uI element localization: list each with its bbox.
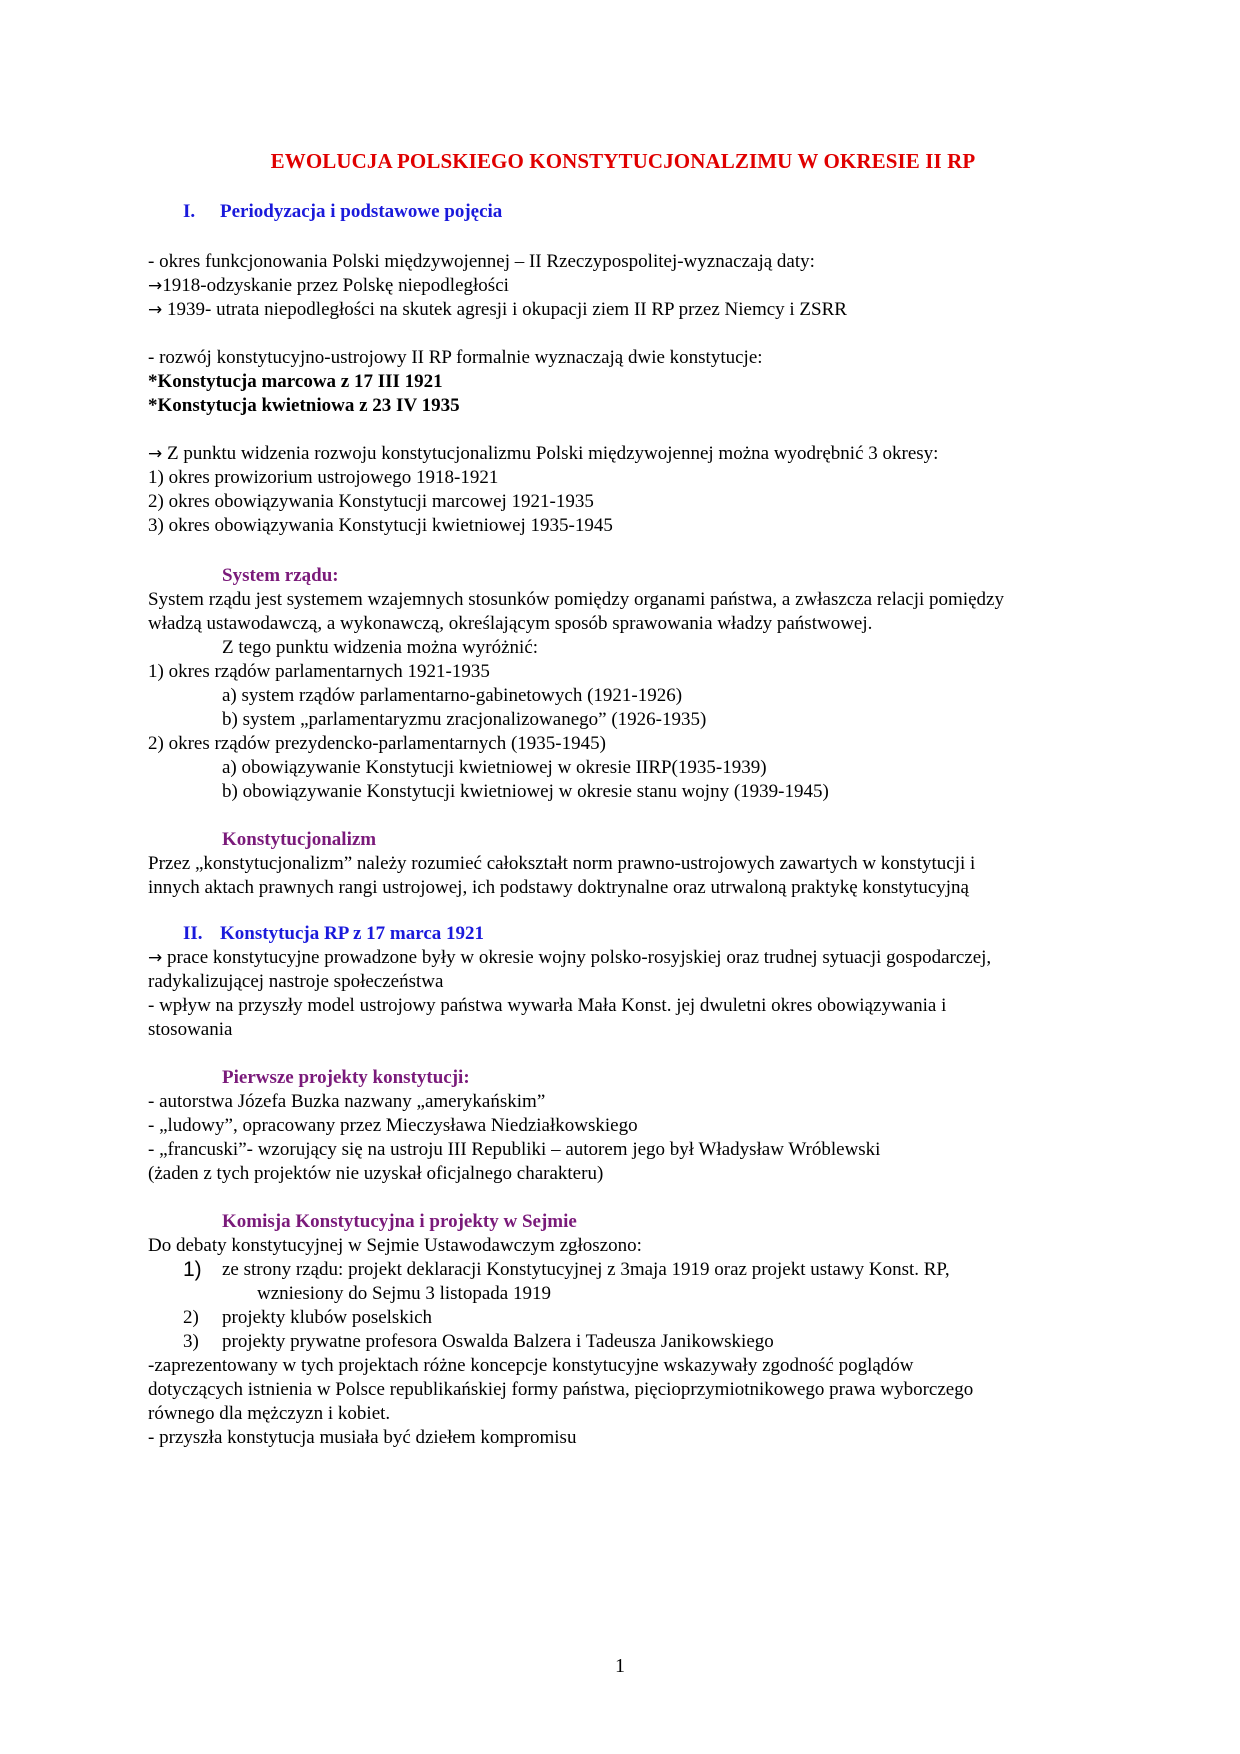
text-line: Do debaty konstytucyjnej w Sejmie Ustawodawczym zgłoszono: [148,1235,642,1256]
text-line: - przyszła konstytucja musiała być dziełem kompromisu [148,1427,577,1448]
text-line: → Z punktu widzenia rozwoju konstytucjonalizmu Polski międzywojennej można wyodrębnić 3 okresy: [148,443,939,464]
text-line: 3) okres obowiązywania Konstytucji kwietniowej 1935-1945 [148,515,613,536]
subheading-system-rzadu: System rządu: [222,565,339,586]
text-line: równego dla mężczyzn i kobiet. [148,1403,391,1424]
list-item-text: projekty prywatne profesora Oswalda Balzera i Tadeusza Janikowskiego [222,1331,774,1352]
text-line: 2) okres obowiązywania Konstytucji marcowej 1921-1935 [148,491,594,512]
arrow-right-icon: → [148,276,163,296]
text-line: - wpływ na przyszły model ustrojowy państwa wywarła Mała Konst. jej dwuletni okres obowiązywania i [148,995,947,1016]
section-1-number: I. [183,201,196,222]
text-line: System rządu jest systemem wzajemnych stosunków pomiędzy organami państwa, a zwłaszcza relacji pomiędzy [148,589,1004,610]
subheading-konstytucjonalizm: Konstytucjonalizm [222,829,377,850]
section-2-title: Konstytucja RP z 17 marca 1921 [220,923,485,944]
document-title: EWOLUCJA POLSKIEGO KONSTYTUCJONALZIMU W OKRESIE II RP [270,149,976,173]
list-item-number: 1) [183,1258,202,1281]
text-line: dotyczących istnienia w Polsce republikańskiej formy państwa, pięcioprzymiotnikowego prawa wyborczego [148,1379,974,1400]
text-line: Z tego punktu widzenia można wyróżnić: [222,637,539,658]
arrow-right-icon: → [148,948,163,968]
text-line: - autorstwa Józefa Buzka nazwany „amerykańskim” [148,1091,546,1112]
text-line: władzą ustawodawczą, a wykonawczą, określającym sposób sprawowania władzy państwowej. [148,613,873,634]
text-line: stosowania [148,1019,233,1040]
section-2-number: II. [183,923,203,944]
list-item [183,1258,1098,1282]
numbered-list [148,1258,1098,1354]
list-item-number: 3) [183,1331,199,1352]
text-line: 1) okres rządów parlamentarnych 1921-1935 [148,661,490,682]
list-item-number: 2) [183,1307,199,1328]
text-line: *Konstytucja kwietniowa z 23 IV 1935 [148,395,460,416]
arrow-right-icon: → [148,300,163,320]
text-line: →1918-odzyskanie przez Polskę niepodległości [148,275,509,296]
text-line: (żaden z tych projektów nie uzyskał oficjalnego charakteru) [148,1163,604,1184]
text-line: 1) okres prowizorium ustrojowego 1918-1921 [148,467,499,488]
text-line: b) obowiązywanie Konstytucji kwietniowej w okresie stanu wojny (1939-1945) [222,781,829,802]
list-item [183,1330,1098,1354]
text-line: - okres funkcjonowania Polski międzywojennej – II Rzeczypospolitej-wyznaczają daty: [148,251,815,272]
text-line: radykalizującej nastroje społeczeństwa [148,971,444,992]
text-line: → prace konstytucyjne prowadzone były w okresie wojny polsko-rosyjskiej oraz trudnej sytuacji gospodarczej, [148,947,992,968]
text-line: *Konstytucja marcowa z 17 III 1921 [148,371,443,392]
page-number: 1 [615,1655,625,1677]
text-line: innych aktach prawnych rangi ustrojowej, ich podstawy doktrynalne oraz utrwaloną praktykę konstytucyjną [148,877,969,898]
arrow-right-icon: → [148,444,163,464]
section-1-heading [148,200,1098,224]
list-item-text: ze strony rządu: projekt deklaracji Konstytucyjnej z 3maja 1919 oraz projekt ustawy Konst. RP, [222,1259,950,1280]
text-line: a) system rządów parlamentarno-gabinetowych (1921-1926) [222,685,683,706]
list-item [183,1306,1098,1330]
subheading-pierwsze-projekty: Pierwsze projekty konstytucji: [222,1067,470,1088]
section-2-heading [148,922,1098,946]
section-1-title: Periodyzacja i podstawowe pojęcia [220,201,503,222]
text-line: b) system „parlamentaryzmu zracjonalizowanego” (1926-1935) [222,709,707,730]
text-line: -zaprezentowany w tych projektach różne koncepcje konstytucyjne wskazywały zgodność poglądów [148,1355,914,1376]
list-item-text: projekty klubów poselskich [222,1307,433,1328]
text-line: 2) okres rządów prezydencko-parlamentarnych (1935-1945) [148,733,606,754]
page-content [148,148,1098,1450]
text-line: → 1939- utrata niepodległości na skutek agresji i okupacji ziem II RP przez Niemcy i ZSRR [148,299,847,320]
subheading-komisja: Komisja Konstytucyjna i projekty w Sejmie [222,1211,577,1232]
text-line: - rozwój konstytucyjno-ustrojowy II RP formalnie wyznaczają dwie konstytucje: [148,347,763,368]
text-line: a) obowiązywanie Konstytucji kwietniowej w okresie IIRP(1935-1939) [222,757,767,778]
text-line: - „ludowy”, opracowany przez Mieczysława Niedziałkowskiego [148,1115,638,1136]
list-item-continuation: wzniesiony do Sejmu 3 listopada 1919 [257,1283,551,1304]
text-line: Przez „konstytucjonalizm” należy rozumieć całokształt norm prawno-ustrojowych zawartych w konstytucji i [148,853,976,874]
text-line: - „francuski”- wzorujący się na ustroju III Republiki – autorem jego był Władysław Wróblewski [148,1139,881,1160]
